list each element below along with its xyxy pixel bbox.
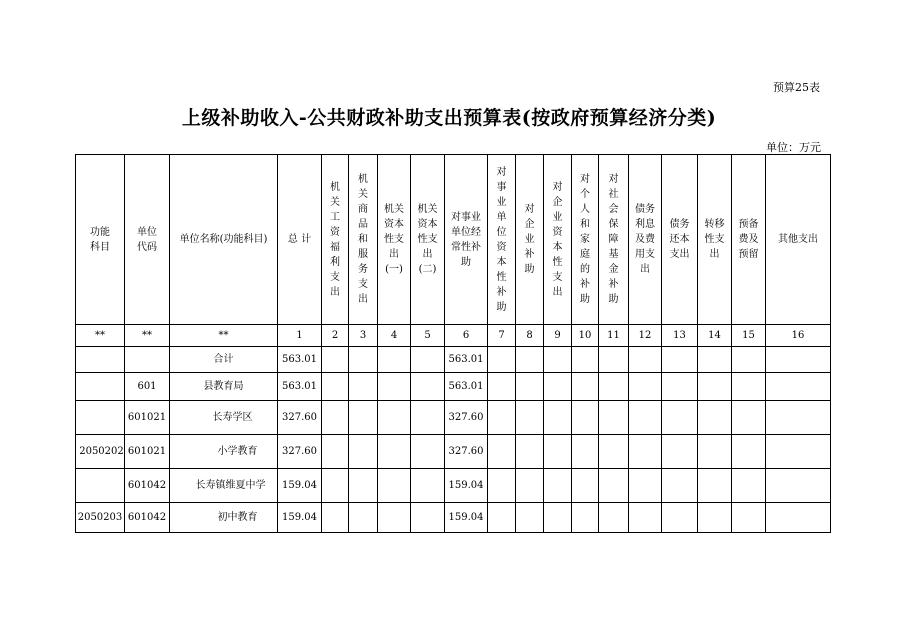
unit-name-cell: 县教育局 bbox=[170, 373, 278, 401]
table-row bbox=[76, 401, 831, 435]
col-6-cell: 159.04 bbox=[445, 469, 488, 503]
index-cell: 9 bbox=[544, 325, 572, 347]
unit-code-cell: 601021 bbox=[125, 435, 170, 469]
total-cell: 563.01 bbox=[278, 347, 322, 373]
header-func-code: 功能科目 bbox=[76, 155, 125, 325]
header-unit-name: 单位名称(功能科目) bbox=[170, 155, 278, 325]
index-cell: 13 bbox=[662, 325, 698, 347]
index-cell: 15 bbox=[732, 325, 766, 347]
unit-name-cell: 小学教育 bbox=[170, 435, 278, 469]
header-col-14: 转移性支出 bbox=[698, 155, 732, 325]
header-col-9: 对企业资本性支出 bbox=[544, 155, 572, 325]
func-code-cell bbox=[76, 401, 125, 435]
index-cell: 8 bbox=[516, 325, 544, 347]
index-cell: 14 bbox=[698, 325, 732, 347]
unit-code-cell: 601 bbox=[125, 373, 170, 401]
index-cell: 4 bbox=[378, 325, 411, 347]
header-col-6: 对事业单位经常性补助 bbox=[445, 155, 488, 325]
index-row bbox=[76, 325, 831, 347]
table-row bbox=[76, 469, 831, 503]
table-row bbox=[76, 347, 831, 373]
col-6-cell: 327.60 bbox=[445, 401, 488, 435]
col-6-cell: 563.01 bbox=[445, 373, 488, 401]
table-row bbox=[76, 503, 831, 533]
index-cell: 12 bbox=[629, 325, 662, 347]
index-cell: 6 bbox=[445, 325, 488, 347]
func-code-cell bbox=[76, 347, 125, 373]
header-col-4: 机关资本性支出(一) bbox=[378, 155, 411, 325]
page-title: 上级补助收入-公共财政补助支出预算表(按政府预算经济分类) bbox=[181, 107, 717, 129]
index-cell: 11 bbox=[599, 325, 629, 347]
unit-code-cell: 601021 bbox=[125, 401, 170, 435]
header-col-12: 债务利息及费用支出 bbox=[629, 155, 662, 325]
unit-label: 单位：万元 bbox=[766, 141, 821, 154]
index-cell: 16 bbox=[766, 325, 831, 347]
func-code-cell bbox=[76, 373, 125, 401]
index-cell: ** bbox=[170, 325, 278, 347]
func-code-cell: 2050202 bbox=[76, 435, 125, 469]
total-cell: 563.01 bbox=[278, 373, 322, 401]
unit-name-cell: 合计 bbox=[170, 347, 278, 373]
unit-code-cell: 601042 bbox=[125, 469, 170, 503]
unit-code-cell: 601042 bbox=[125, 503, 170, 533]
header-col-15: 预备费及预留 bbox=[732, 155, 766, 325]
header-col-11: 对社会保障基金补助 bbox=[599, 155, 629, 325]
func-code-cell: 2050203 bbox=[76, 503, 125, 533]
index-cell: ** bbox=[125, 325, 170, 347]
header-col-16: 其他支出 bbox=[766, 155, 831, 325]
header-col-10: 对个人和家庭的补助 bbox=[572, 155, 599, 325]
header-col-13: 债务还本支出 bbox=[662, 155, 698, 325]
header-row bbox=[76, 155, 831, 325]
col-6-cell: 159.04 bbox=[445, 503, 488, 533]
total-cell: 159.04 bbox=[278, 503, 322, 533]
unit-name-cell: 长寿镇维夏中学 bbox=[170, 469, 278, 503]
unit-name-cell: 初中教育 bbox=[170, 503, 278, 533]
form-number: 预算25表 bbox=[773, 81, 820, 94]
index-cell: 10 bbox=[572, 325, 599, 347]
func-code-cell bbox=[76, 469, 125, 503]
unit-code-cell bbox=[125, 347, 170, 373]
index-cell: 7 bbox=[488, 325, 516, 347]
table-row bbox=[76, 435, 831, 469]
col-6-cell: 327.60 bbox=[445, 435, 488, 469]
index-cell: ** bbox=[76, 325, 125, 347]
header-col-5: 机关资本性支出(二) bbox=[411, 155, 445, 325]
header-col-7: 对事业单位资本性补助 bbox=[488, 155, 516, 325]
index-cell: 5 bbox=[411, 325, 445, 347]
header-col-8: 对企业补助 bbox=[516, 155, 544, 325]
total-cell: 327.60 bbox=[278, 401, 322, 435]
header-total: 总 计 bbox=[278, 155, 322, 325]
index-cell: 2 bbox=[322, 325, 349, 347]
table-row bbox=[76, 373, 831, 401]
header-col-3: 机关商品和服务支出 bbox=[349, 155, 378, 325]
col-6-cell: 563.01 bbox=[445, 347, 488, 373]
index-cell: 1 bbox=[278, 325, 322, 347]
unit-name-cell: 长寿学区 bbox=[170, 401, 278, 435]
header-unit-code: 单位代码 bbox=[125, 155, 170, 325]
total-cell: 159.04 bbox=[278, 469, 322, 503]
total-cell: 327.60 bbox=[278, 435, 322, 469]
header-col-2: 机关工资福利支出 bbox=[322, 155, 349, 325]
budget-table bbox=[75, 154, 831, 533]
index-cell: 3 bbox=[349, 325, 378, 347]
